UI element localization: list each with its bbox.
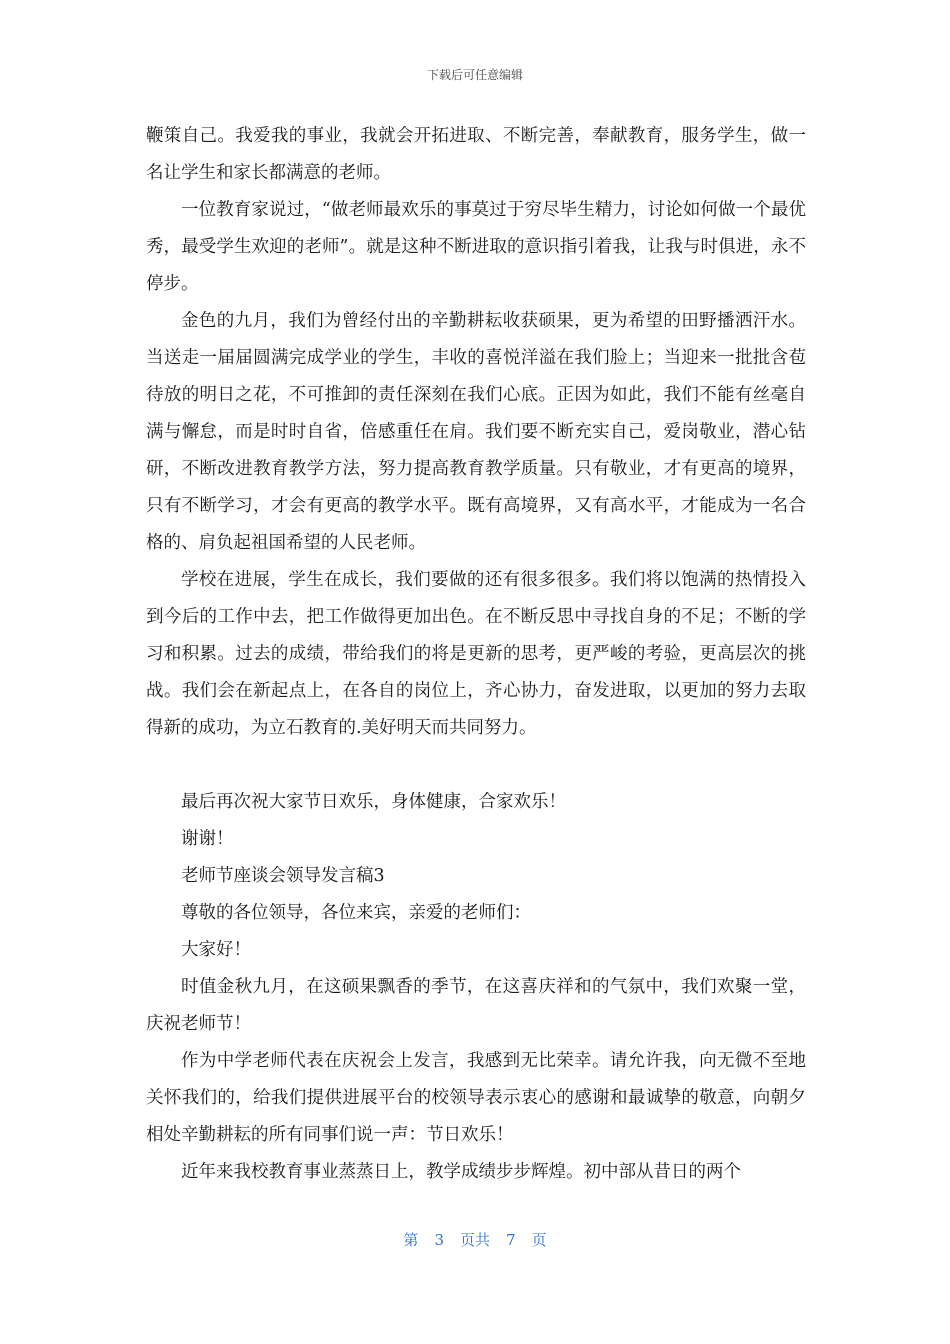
paragraph: 近年来我校教育事业蒸蒸日上，教学成绩步步辉煌。初中部从昔日的两个 [181,1162,741,1182]
page-footer [0,1229,950,1250]
paragraph: 最后再次祝大家节日欢乐，身体健康，合家欢乐！ [181,792,566,812]
page-header: 下载后可任意编辑 [426,68,523,82]
paragraph: 时值金秋九月，在这硕果飘香的季节，在这喜庆祥和的气氛中，我们欢聚一堂，庆祝老师节！ [146,977,806,1034]
paragraph: 鞭策自己。我爱我的事业，我就会开拓进取、不断完善，奉献教育，服务学生，做一名让学生和家长都满意的老师。 [146,126,806,183]
footer-mid-label: 页共 [459,1231,490,1249]
paragraph: 谢谢！ [181,829,234,849]
footer-total-pages: 7 [506,1231,516,1249]
paragraph-gap [146,747,806,784]
greeting: 大家好！ [181,940,251,960]
section-title: 老师节座谈会领导发言稿3 [181,866,385,886]
paragraph: 学校在进展，学生在成长，我们要做的还有很多很多。我们将以饱满的热情投入到今后的工作中去，把工作做得更加出色。在不断反思中寻找自身的不足；不断的学习和积累。过去的成绩，带给我们的将是更新的思考，更严峻的考验，更高层次的挑战。我们会在新起点上，在各自的岗位上，齐心协力，奋发进取，以更加的努力去取得新的成功，为立石教育的.美好明天而共同努力。 [146,570,806,738]
footer-end-label: 页 [531,1231,547,1249]
document-body [146,118,806,1191]
paragraph: 一位教育家说过，“做老师最欢乐的事莫过于穷尽毕生精力，讨论如何做一个最优秀，最受学生欢迎的老师”。就是这种不断进取的意识指引着我，让我与时俱进，永不停步。 [146,200,806,294]
footer-page-number: 3 [434,1231,444,1249]
salutation: 尊敬的各位领导，各位来宾，亲爱的老师们： [181,903,531,923]
paragraph: 作为中学老师代表在庆祝会上发言，我感到无比荣幸。请允许我，向无微不至地关怀我们的，给我们提供进展平台的校领导表示衷心的感谢和最诚挚的敬意，向朝夕相处辛勤耕耘的所有同事们说一声：节日欢乐！ [146,1051,806,1145]
paragraph: 金色的九月，我们为曾经付出的辛勤耕耘收获硕果，更为希望的田野播洒汗水。当送走一届届圆满完成学业的学生，丰收的喜悦洋溢在我们脸上；当迎来一批批含苞待放的明日之花，不可推卸的责任深刻在我们心底。正因为如此，我们不能有丝毫自满与懈怠，而是时时自省，倍感重任在肩。我们要不断充实自己，爱岗敬业，潜心钻研，不断改进教育教学方法，努力提高教育教学质量。只有敬业，才有更高的境界，只有不断学习，才会有更高的教学水平。既有高境界，又有高水平，才能成为一名合格的、肩负起祖国希望的人民老师。 [146,311,806,553]
footer-page-label: 第 [403,1231,419,1249]
